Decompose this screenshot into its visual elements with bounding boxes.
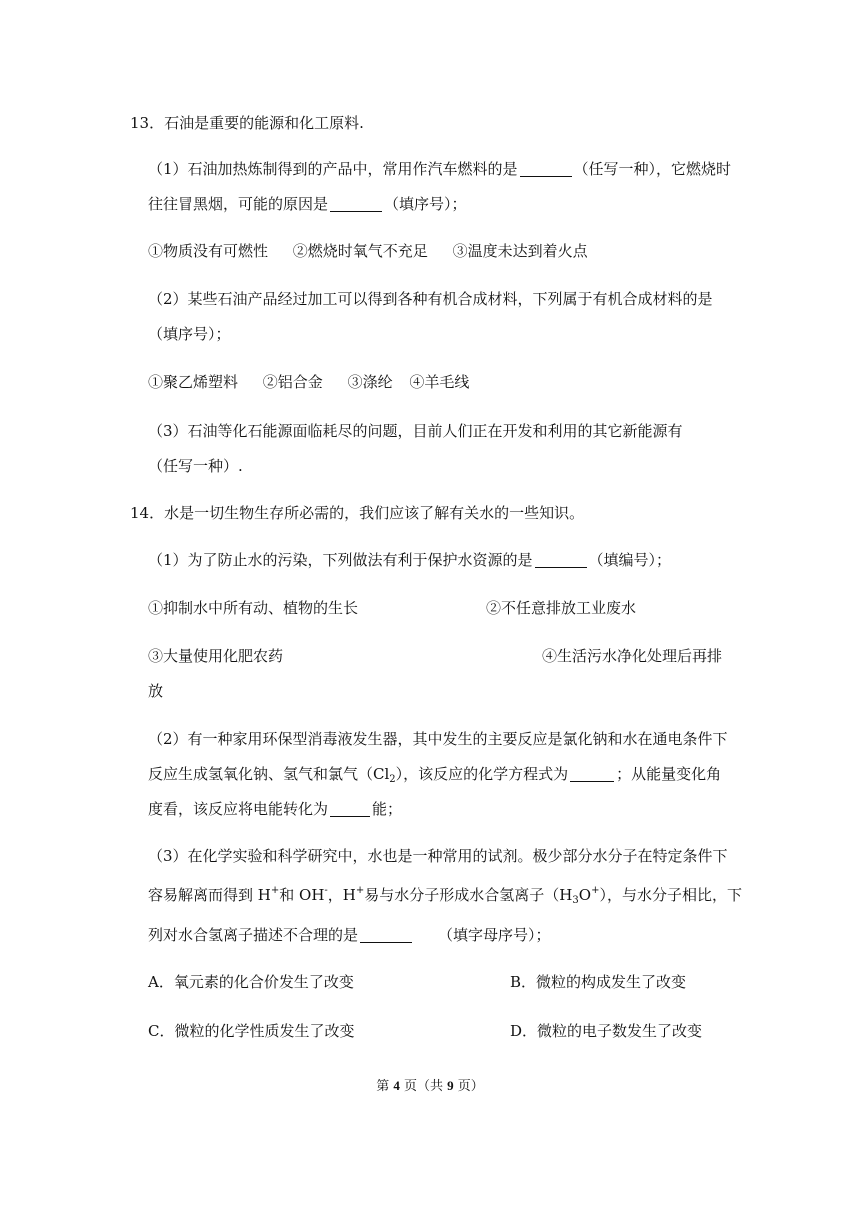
q13-title: 13．石油是重要的能源和化工原料.	[130, 114, 364, 132]
q14-option-4: ④生活污水净化处理后再排	[542, 647, 723, 665]
q14-option-4-cont: 放	[148, 682, 164, 700]
q13-part2-line1: （2）某些石油产品经过加工可以得到各种有机合成材料，下列属于有机合成材料的是	[148, 290, 713, 308]
option-1: ①物质没有可燃性	[148, 242, 269, 260]
q14-part3-line2: 容易解离而得到 H+和 OH-，H+易与水分子形成水合氢离子$(H_3O^+)$，与水分子相比，下	[148, 885, 742, 906]
q13-part1-line2: 往往冒黑烟，可能的原因是 （填序号）；	[148, 195, 467, 213]
q13-part1-line1: （1）石油加热炼制得到的产品中，常用作汽车燃料的是 （任写一种），它燃烧时	[148, 160, 732, 178]
q13-part1-options	[148, 240, 588, 262]
answer-blank[interactable]	[535, 551, 587, 568]
q14-part2-line1: （2）有一种家用环保型消毒液发生器，其中发生的主要反应是氯化钠和水在通电条件下	[148, 730, 728, 748]
q13-part2-options	[148, 371, 469, 393]
q14-option-3: ③大量使用化肥农药	[148, 647, 284, 665]
q14-part1-line1: （1）为了防止水的污染，下列做法有利于保护水资源的是 （填编号）；	[148, 551, 672, 569]
q14-option-a: A．氧元素的化合价发生了改变	[148, 973, 354, 991]
option-3: ③温度未达到着火点	[452, 242, 588, 260]
total-page-count: 9	[447, 1078, 454, 1093]
q14-part2-line2: 反应生成氢氧化钠、氢气和氯气$(Cl_2)$，该反应的化学方程式为 ；从能量变化角	[148, 765, 722, 785]
answer-blank[interactable]	[520, 160, 572, 177]
option-2: ②铝合金	[262, 373, 323, 391]
page-footer: 第 4 页（共 9 页）	[376, 1078, 484, 1094]
q14-title: 14．水是一切生物生存所必需的，我们应该了解有关水的一些知识。	[130, 504, 585, 522]
q14-option-2: ②不任意排放工业废水	[486, 599, 637, 617]
q14-part2-line3: 度看，该反应将电能转化为 能；	[148, 800, 403, 818]
q13-part3-line1: （3）石油等化石能源面临耗尽的问题，目前人们正在开发和利用的其它新能源有	[148, 422, 683, 440]
answer-blank[interactable]	[570, 765, 614, 782]
current-page-number: 4	[393, 1078, 400, 1093]
q13-part2-line2: （填序号）；	[148, 325, 231, 343]
answer-blank[interactable]	[360, 926, 412, 943]
option-2: ②燃烧时氧气不充足	[292, 242, 428, 260]
q14-part3-line1: （3）在化学实验和科学研究中，水也是一种常用的试剂。极少部分水分子在特定条件下	[148, 847, 728, 865]
q14-option-b: B．微粒的构成发生了改变	[510, 973, 687, 991]
option-1: ①聚乙烯塑料	[148, 373, 239, 391]
option-3: ③涤纶	[347, 373, 393, 391]
answer-blank[interactable]	[330, 800, 370, 817]
q14-part3-line3: 列对水合氢离子描述不合理的是 （填字母序号）；	[148, 926, 551, 944]
q13-part3-line2: （任写一种）.	[148, 457, 243, 475]
q14-option-1: ①抑制水中所有动、植物的生长	[148, 599, 359, 617]
answer-blank[interactable]	[330, 195, 382, 212]
q14-option-c: C．微粒的化学性质发生了改变	[148, 1022, 355, 1040]
q14-option-d: D．微粒的电子数发生了改变	[510, 1022, 703, 1040]
option-4: ④羊毛线	[409, 373, 470, 391]
